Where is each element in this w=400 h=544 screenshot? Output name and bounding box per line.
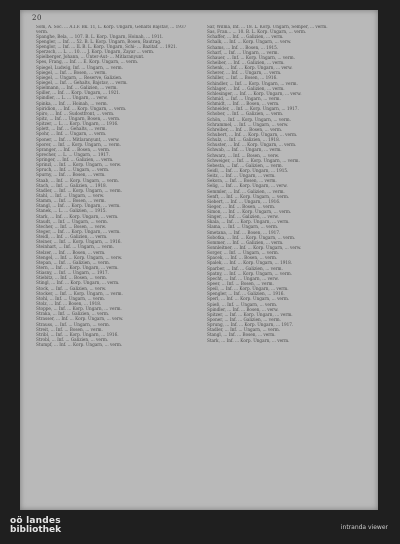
register-entry: Stangl, ... Inf. ... Korp. Ungarn, ... verm. xyxy=(36,203,121,209)
register-entry: Semmler, ... Inf. ... Galizien, ... verm. xyxy=(207,188,285,194)
register-entry: Sorger, ... Inf. ... Ungarn, ... verm. xyxy=(207,250,280,256)
register-entry: Sperl, ... Inf. ... Korp. Ungarn, ... verm. xyxy=(207,296,290,302)
register-entry: Stark, ... Inf. ... Korp. Ungarn, ... verm. xyxy=(36,213,119,219)
register-entry: Spenglor, ... Inf. ... IL B. L. Korp. Ungarn, Schi- ... Bazitaf. ... 1921. xyxy=(36,43,178,49)
register-entry: Schrammel, ... Inf. ... Ungarn, ... verw. xyxy=(207,121,289,127)
register-entry: Slama, ... Inf. ... Ungarn, ... verm. xyxy=(207,224,279,230)
register-entry: Streit, ... Inf. ... Bosen, ... verm. xyxy=(36,326,103,332)
register-entry: Spitzer, ... L. ... Korp. Ungarn, ... 1916. xyxy=(36,121,119,127)
register-entry: Sparber, ... Inf. ... Galizien, ... verm. xyxy=(207,265,283,271)
register-entry: Stach, ... Inf. ... Galizien, ... 1918. xyxy=(36,182,108,188)
register-entry: Schwarz, ... Inf. ... Bosen, ... verw. xyxy=(207,152,280,158)
register-entry: Schober, ... Inf. ... Galizien, ... verm. xyxy=(207,111,284,117)
register-entry: Splett, ... Inf. ... Gehalts, ... verm. xyxy=(36,126,107,132)
register-entry: Sobotka, ... Inf. ... Korp. Ungarn, ... verm. xyxy=(207,234,296,240)
register-entry: Spitz, ... Inf. ... Ungarn, Bosen, ... verm. xyxy=(36,115,121,121)
register-entry: Strasser, ... Inf. ... Korp. Ungarn, ... verw. xyxy=(36,316,124,322)
register-entry: Stelzer, ... Inf. ... Bosen, ... verm. xyxy=(36,249,106,255)
register-entry: Stangl, ... Inf. ... Bosen, ... verm. xyxy=(207,332,276,338)
register-entry: Schweiger, ... Inf. ... Korp. Ungarn, ... verm. xyxy=(207,157,300,163)
register-entry: Stock, ... Inf. ... Galizien, ... verw. xyxy=(36,285,107,291)
register-entry: Sebesta, ... Inf. ... Galizien, ... verm. xyxy=(207,162,283,168)
register-entry: Schlager, ... Inf. ... Galizien, ... verm. xyxy=(207,85,285,91)
register-entry: Spruch, ... Inf. ... Ungarn, ... verm. xyxy=(36,167,110,173)
register-entry: Sonnleitner, ... Inf. ... Korp. Ungarn, ... verw. xyxy=(207,245,302,251)
register-entry: Speer, ... Inf. ... Bosen, ... verm. xyxy=(207,281,274,287)
register-entry: Sponer, ... Inf. ... Galizien, ... verm. xyxy=(207,317,281,323)
register-entry: Stumpf, ... Inf. ... Korp. Ungarn, ... verm. xyxy=(36,342,123,348)
register-entry: Schiller, ... Inf. ... Bosen, ... 1916. xyxy=(207,75,278,81)
register-entry: Seitz, ... Inf. ... Ungarn, ... verm. xyxy=(207,173,276,179)
register-entry: Schubert, ... Inf. ... Korp. Ungarn, ... verm. xyxy=(207,131,298,137)
register-entry: Sprung, ... Inf. ... Korp. Ungarn, ... 1917. xyxy=(207,322,294,328)
document-page xyxy=(20,10,378,510)
register-entry: Stamm, ... Inf. ... Bosen, ... verm. xyxy=(36,198,106,204)
register-entry: Sporer, ... Inf. ... Korp. Ungarn, ... verm. xyxy=(36,141,121,147)
register-entry: Stanek, ... L. ... Galizien, ... 1915. xyxy=(36,208,107,214)
register-entry: Som, A. Soc. ... A.I.F. Bk. 11, L. Korp. Ungarn, Gehalts Bajstav, ... 1937 verm. xyxy=(36,25,187,34)
library-logo[interactable] xyxy=(10,517,61,535)
register-entry: Schneider, ... Inf. ... Korp. Ungarn, ... 1917. xyxy=(207,106,299,112)
register-entry: Staudt, ... Inf. ... Ungarn, ... verm. xyxy=(36,218,109,224)
register-entry: Stecher, ... Inf. ... Bosen, ... verw. xyxy=(36,223,106,229)
register-entry: Schreiber, ... Inf. ... Bosen, ... verm. xyxy=(207,126,283,132)
register-entry: Spiegel, Ludwig, Inf. ... Ungarn, ... verm. xyxy=(36,64,123,70)
register-entry: Spengler, ... Inf. ... 52. B. L. Korp. Ungarn, Bosen, Bautrag. xyxy=(36,38,162,44)
register-entry: Simon, ... Inf. ... Korp. Ungarn, ... verm. xyxy=(207,209,292,215)
register-entry: Spielmann, ... Inf. ... Galizien, ... verm. xyxy=(36,85,118,91)
register-entry: Sprinzl, ... Inf. ... Korp. Ungarn, ... verw. xyxy=(36,162,122,168)
register-entry: Spiller, ... Inf. ... Korp. Ungarn, ... 1921. xyxy=(36,90,121,96)
register-entry: Spranger, ... Inf. ... Bosen, ... verm. xyxy=(36,146,111,152)
register-entry: Steinhart, ... Inf. ... Ungarn, ... verm. xyxy=(36,244,114,250)
register-entry: Sommer, ... Inf. ... Galizien, ... verm. xyxy=(207,239,284,245)
register-entry: Sar, Wilma, Inf. ... 18. L. Korp. Ungarn, Semper, ... verm. xyxy=(207,25,328,29)
register-entry: Spieß, ... Inf. ... Ungarn, ... verm. xyxy=(207,301,278,307)
register-entry: Spindler, ... Inf. ... Bosen, ... verw. xyxy=(207,306,279,312)
register-entry: Schmidt, ... Inf. ... Bosen, ... verm. xyxy=(207,101,280,107)
register-entry: Spengler, ... Inf. ... Galizien, ... 1916. xyxy=(207,291,285,297)
register-entry: Spatny, ... Inf. ... Korp. Ungarn, ... verm. xyxy=(207,270,293,276)
register-entry: Seidl, ... Inf. ... Korp. Ungarn, ... 1915. xyxy=(207,167,289,173)
register-entry: Schauer, ... Inf. ... Korp. Ungarn, ... verm. xyxy=(207,54,295,60)
register-entry: Stiasny, ... Inf. ... Ungarn, ... 1917. xyxy=(36,270,109,276)
register-entry: Skala, ... Inf. ... Korp. Ungarn, ... verm. xyxy=(207,219,290,225)
register-entry: Stocker, ... Inf. ... Korp. Ungarn, ... verm. xyxy=(36,290,123,296)
register-entry: Schams, ... Inf. ... Bosen, ... 1915. xyxy=(207,44,279,50)
register-entry: Spitzer, ... Inf. ... Korp. Ungarn, ... verm. xyxy=(207,311,293,317)
register-entry: Stengel, ... Inf. ... Korp. Ungarn, ... verw. xyxy=(36,254,123,260)
register-entry: Springer, ... Inf. ... Galizien, ... verm. xyxy=(36,157,114,163)
register-entry: Stepan, ... Inf. ... Galizien, ... verm. xyxy=(36,259,111,265)
register-entry: Spiegel, ... Inf. ... Bosen, ... verm. xyxy=(36,69,107,75)
register-entry: Singer, ... Inf. ... Galizien, ... verw. xyxy=(207,214,279,220)
register-entry: Sas, Fran... ... 10. B. L. Korp. Ungarn, ... verm. xyxy=(207,29,307,35)
register-entry: Spanghe, Bela, ... 107. B. L. Korp. Ungarn, Hoinah, ... 1911. xyxy=(36,33,164,39)
register-entry: Sekora, ... Inf. ... Bosen, ... verm. xyxy=(207,178,277,184)
register-entry: Strobl, ... Inf. ... Galizien, ... verm. xyxy=(36,336,109,342)
register-entry: Scherer, ... Inf. ... Ungarn, ... verm. xyxy=(207,70,282,76)
register-entry: Stadler, ... Inf. ... Ungarn, ... verm. xyxy=(207,327,281,333)
register-entry: Stolz, ... Inf. ... Bosen, ... 1918. xyxy=(36,301,102,306)
register-entry: Sprecher, ... L. ... Ungarn, ... 1917. xyxy=(36,151,110,157)
register-entry: Siebert, ... Inf. ... Ungarn, ... 1916. xyxy=(207,198,281,204)
left-column xyxy=(32,25,197,507)
register-entry: Strauss, ... Inf. ... Ungarn, ... verm. xyxy=(36,321,111,327)
register-entry: Sponer, ... Inf. ... Mitlaranyunt, ... verw. xyxy=(36,136,120,142)
register-entry: Straka, ... Inf. ... Galizien, ... verm. xyxy=(36,311,110,317)
register-entry: Spiegel, ... Inf. ... Gehalts, Bajstav, ... verm. xyxy=(36,79,128,85)
register-entry: Stark, ... Inf. ... Korp. Ungarn, ... verm. xyxy=(207,337,290,343)
register-entry: Schalk, ... Inf. ... Korp. Ungarn, ... verw. xyxy=(207,39,292,45)
right-column xyxy=(203,25,368,507)
register-entry: Selig, ... Inf. ... Korp. Ungarn, ... verw. xyxy=(207,183,288,189)
register-entry: Stadler, ... Inf. ... Korp. Ungarn, ... verm. xyxy=(36,187,122,193)
register-entry: Schulz, ... Inf. ... Galizien, ... 1918. xyxy=(207,137,281,143)
register-entry: Scheiber, ... Inf. ... Galizien, ... verm. xyxy=(207,59,285,65)
register-entry: Schuster, ... Inf. ... Korp. Ungarn, ... verm. xyxy=(207,142,297,148)
register-entry: Schlesinger, ... Inf. ... Korp. Ungarn, ... verw. xyxy=(207,90,302,96)
register-entry: Spindler, ... L. ... Ungarn, ... verw. xyxy=(36,95,108,101)
register-entry: Specht, ... Inf. ... Ungarn, ... verw. xyxy=(207,275,279,281)
register-entry: Schenk, ... Inf. ... Korp. Ungarn, ... verw. xyxy=(207,65,293,71)
register-entry: Schindler, ... Inf. ... Korp. Ungarn, ... verm. xyxy=(207,80,298,86)
viewer-label[interactable]: intranda viewer xyxy=(340,524,388,531)
register-entry: Sperzsch, ... L. ... 10. ... J. Korp. Ungarn, Zayar ... verm. xyxy=(36,49,155,55)
register-entry: Spiridion, ... Inf. ... Korp. Ungarn, ... verm. xyxy=(36,105,127,111)
register-entry: Sieger, ... Inf. ... Bosen, ... verm. xyxy=(207,203,276,209)
register-entry: Steidl, ... Inf. ... Galizien, ... verm. xyxy=(36,234,108,240)
register-entry: Stohl, ... Inf. ... Ungarn, ... verm. xyxy=(36,295,106,301)
register-entry: Spes, Frang, ... Inf. ... E. Korp. Ungarn, ... verm. xyxy=(36,59,139,65)
register-entry: Staab, ... Inf. ... Korp. Ungarn, ... verm. xyxy=(36,177,120,183)
register-entry: Spielberger, Johann, ... Unter-Aut- ... Mitlaranyunt. xyxy=(36,54,145,60)
register-entry: Spiegel, ... Ungarn, ... Reserve, Galizien. xyxy=(36,74,123,80)
register-entry: Stern, ... Inf. ... Korp. Ungarn, ... verm. xyxy=(36,265,119,271)
register-entry: Spohr, ... Inf. ... Ungarn, ... verm. xyxy=(36,131,107,137)
register-entry: Scharf, ... Inf. ... Ungarn, ... verm. xyxy=(207,49,279,55)
register-entry: Stingl, ... Inf. ... Korp. Ungarn, ... verm. xyxy=(36,280,120,286)
register-entry: Stoppe, ... Inf. ... Korp. Ungarn, ... verm. xyxy=(36,306,122,312)
register-entry: Schwab, ... Inf. ... Ungarn, ... verm. xyxy=(207,147,282,153)
register-entry: Stiebitz, ... Inf. ... Bosen, ... verm. xyxy=(36,275,108,281)
register-entry: Schaffer, ... Inf. ... Galizien, ... verm. xyxy=(207,34,284,40)
register-entry: Senft, ... Inf. ... Korp. Ungarn, ... verm. xyxy=(207,193,290,199)
page-number: 20 xyxy=(32,14,42,22)
register-entry: Schmid, ... Inf. ... Ungarn, ... verm. xyxy=(207,95,281,101)
register-entry: Stribl, ... Inf. ... Korp. Ungarn, ... 1916. xyxy=(36,331,119,337)
register-entry: Smetana, ... Inf. ... Bosen, ... 1917. xyxy=(207,229,281,235)
logo-line-2: bibliothek xyxy=(10,525,62,535)
register-entry: Spurny, ... Inf. ... Bosen, ... verm. xyxy=(36,172,106,178)
register-entry: Steiner, ... Inf. ... Korp. Ungarn, ... 1916. xyxy=(36,239,122,245)
register-entry: Steger, ... Inf. ... Korp. Ungarn, ... verm. xyxy=(36,229,121,235)
register-entry: Spinka, ... Inf. ... Hoinah, ... verm. xyxy=(36,100,108,106)
register-entry: Speil, ... Inf. ... Korp. Ungarn, ... verm. xyxy=(207,286,289,292)
register-entry: Stahl, ... Inf. ... Ungarn, ... verw. xyxy=(36,193,105,199)
register-entry: Spalek, ... Inf. ... Korp. Ungarn, ... 1918. xyxy=(207,260,293,266)
register-entry: Spiro, ... Inf. ... Sudostfront, ... verm. xyxy=(36,110,115,116)
logo-line-1: oö landes xyxy=(10,516,61,526)
register-entry: Spacek, ... Inf. ... Bosen, ... verm. xyxy=(207,255,278,261)
register-entry: Schön, ... Inf. ... Korp. Ungarn, ... verm. xyxy=(207,116,291,122)
